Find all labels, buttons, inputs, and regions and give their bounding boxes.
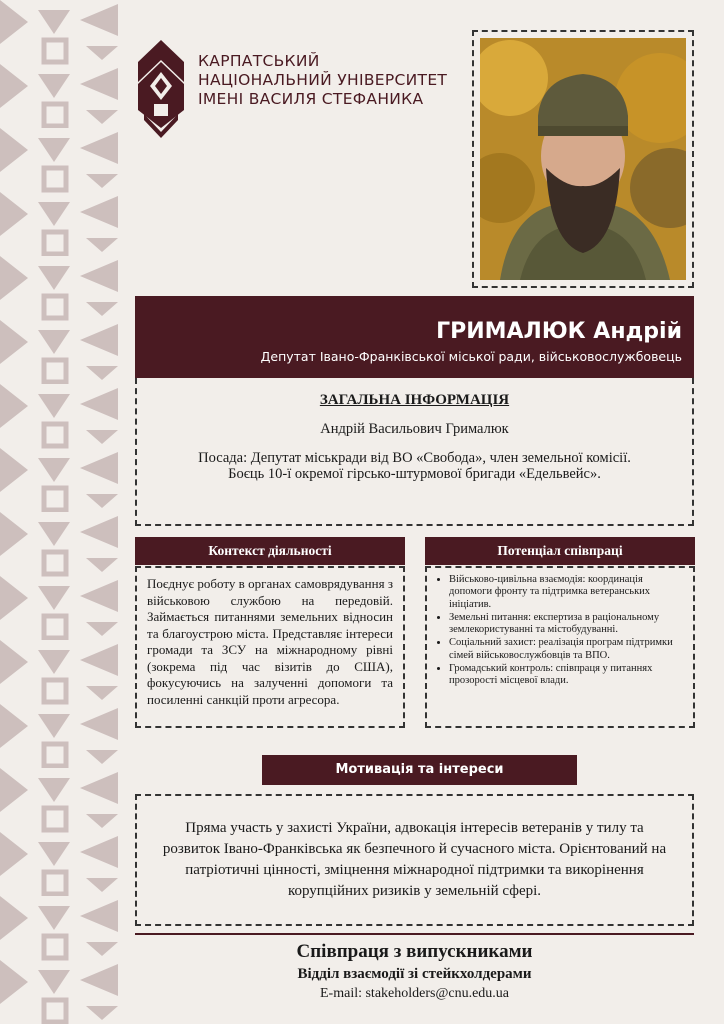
university-name-line: НАЦІОНАЛЬНИЙ УНІВЕРСИТЕТ	[198, 71, 448, 89]
motivation-header: Мотивація та інтереси	[262, 755, 577, 785]
footer	[135, 940, 694, 1004]
person-role: Депутат Івано-Франківської міської ради, військовослужбовець	[260, 349, 682, 364]
ornament-pattern	[0, 0, 120, 1024]
list-item: • Військово-цивільна взаємодія: координація допомоги фронту та підтримка ветеранських ініціатив.	[449, 574, 685, 611]
cooperation-header: Потенціал співпраці	[425, 537, 695, 565]
list-item: • Громадський контроль: співпраця у питаннях прозорості місцевої влади.	[449, 663, 685, 688]
list-item: • Соціальний захист: реалізація програм підтримки сімей військовослужбовців та ВПО.	[449, 637, 685, 662]
general-info-title: ЗАГАЛЬНА ІНФОРМАЦІЯ	[319, 392, 510, 408]
position-line: Боєць 10-ї окремої гірсько-штурмової бригади «Едельвейс».	[228, 466, 601, 482]
footer-department: Відділ взаємодії зі стейкхолдерами	[297, 966, 532, 982]
portrait-frame	[472, 30, 694, 288]
list-item: • Земельні питання: експертиза в раціональному землекористуванні та містобудуванні.	[449, 612, 685, 637]
position-line: Посада: Депутат міськради від ВО «Свобода», член земельної комісії.	[198, 450, 631, 466]
footer-divider	[135, 933, 694, 935]
footer-title: Співпраця з випускниками	[296, 941, 533, 962]
footer-email[interactable]: E-mail: stakeholders@cnu.edu.ua	[320, 986, 509, 1001]
name-banner	[135, 296, 694, 378]
person-name: ГРИМАЛЮК Андрій	[436, 319, 682, 344]
university-name-line: КАРПАТСЬКИЙ	[198, 52, 320, 70]
motivation-box	[135, 794, 694, 926]
position-text	[137, 450, 692, 482]
cooperation-box	[425, 566, 695, 728]
university-name	[198, 52, 447, 109]
context-text: Поєднує роботу в органах самоврядування з військовою службою на передовій. Займається питаннями земельних відносин та благоустрою міста. Представляє інтереси громади та ЗСУ на міжнародному рівні (зокрема під час візитів до США), фокусуючись на залученні допомоги та посиленні санкцій проти агресора.	[147, 576, 393, 707]
university-name-line: ІМЕНІ ВАСИЛЯ СТЕФАНИКА	[198, 90, 424, 108]
university-logo-icon	[138, 40, 184, 138]
context-box	[135, 566, 405, 728]
motivation-text: Пряма участь у захисті України, адвокація інтересів ветеранів у тилу та розвиток Івано-Франківська як безпечного й сучасного міста. Орієнтований на патріотичні цінності, зміцнення міжнародної підтримки та викорінення корупційних ризиків у земельній сфері.	[162, 820, 667, 899]
full-name: Андрій Васильович Грималюк	[320, 421, 509, 437]
context-header: Контекст діяльності	[135, 537, 405, 565]
cooperation-list	[435, 574, 685, 688]
general-info-box	[135, 378, 694, 526]
portrait-photo	[480, 38, 686, 280]
